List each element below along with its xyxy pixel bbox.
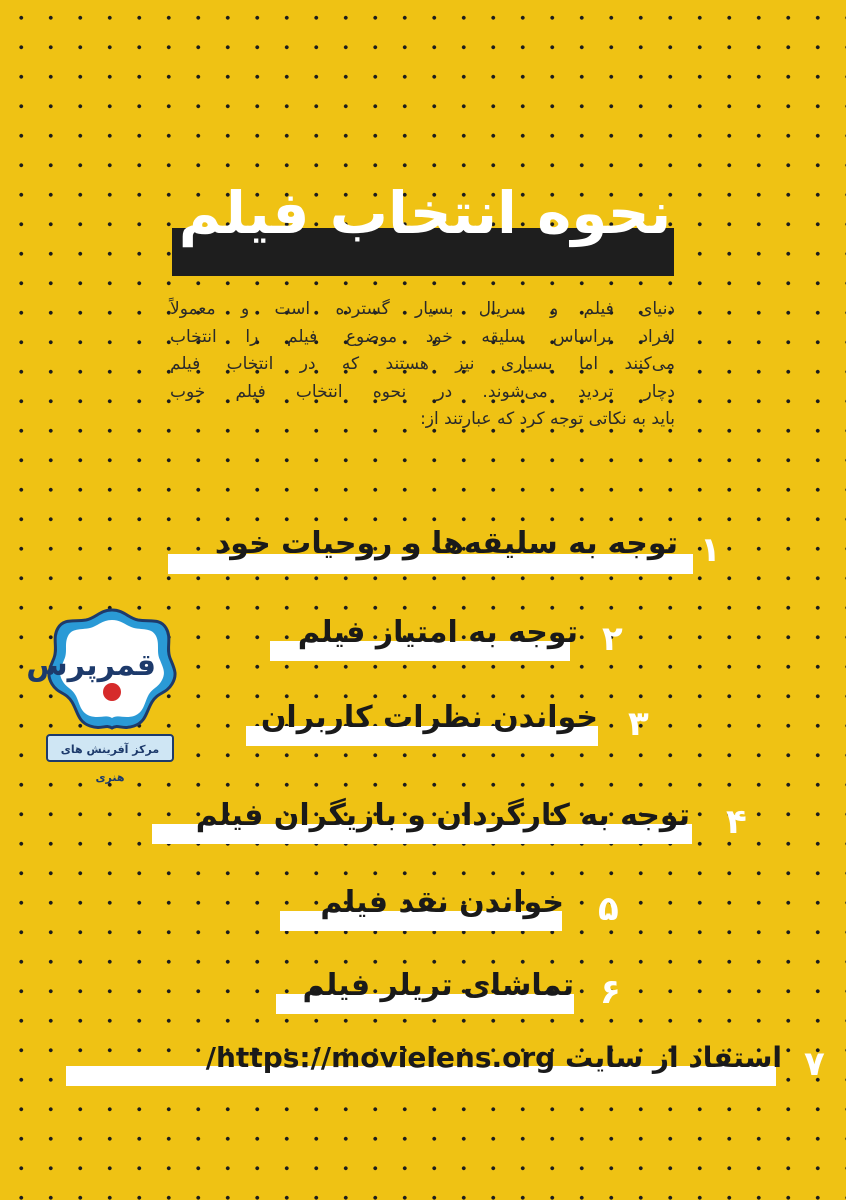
- list-item-5: [276, 875, 636, 939]
- intro-line: باید به نکاتی توجه کرد که عبارتند از:: [420, 409, 675, 429]
- item-number: ۷: [804, 1044, 825, 1084]
- intro-line: افراد براساس سلیقه خود موضوع فیلم را انتخاب: [170, 326, 675, 347]
- intro-line: دچار تردید می‌شوند. در نحوه انتخاب فیلم خوب: [170, 381, 675, 402]
- list-item-4: [148, 788, 778, 852]
- item-text: توجه به سلیقه‌ها و روحیات خود: [214, 526, 678, 561]
- list-item-6: [270, 958, 630, 1022]
- logo: [26, 606, 178, 784]
- item-number: ۴: [726, 802, 747, 842]
- list-item-1: [160, 516, 750, 580]
- item-text: خواندن نظرات کاربران: [260, 700, 598, 735]
- intro-paragraph: [170, 296, 675, 434]
- list-item-7: [62, 1030, 832, 1094]
- logo-label: مرکز آفرینش های هنری: [46, 734, 174, 762]
- logo-wordmark: قمرپرس: [26, 648, 156, 683]
- list-item-3: [240, 690, 680, 754]
- intro-line: می‌کنند اما بسیاری نیز هستند که در انتخاب فیلم: [170, 354, 675, 374]
- item-text: استفاد از سایت https://movielens.org/: [205, 1041, 782, 1074]
- item-number: ۳: [628, 704, 649, 744]
- item-text: تماشای تریلر فیلم: [302, 968, 574, 1003]
- item-text: خواندن نقد فیلم: [320, 885, 564, 920]
- list-item-2: [260, 605, 640, 669]
- page-title: نحوه انتخاب فیلم: [178, 179, 672, 247]
- item-number: ۵: [598, 889, 619, 929]
- intro-line: دنیای فیلم و سریال بسیار گسترده است و معمولاً: [170, 299, 675, 319]
- item-number: ۲: [602, 619, 623, 659]
- item-text: توجه به امتیاز فیلم: [297, 615, 578, 650]
- item-number: ۱: [700, 530, 721, 570]
- item-number: ۶: [600, 972, 621, 1012]
- item-text: توجه به کارگردان و بازیگران فیلم: [195, 798, 690, 833]
